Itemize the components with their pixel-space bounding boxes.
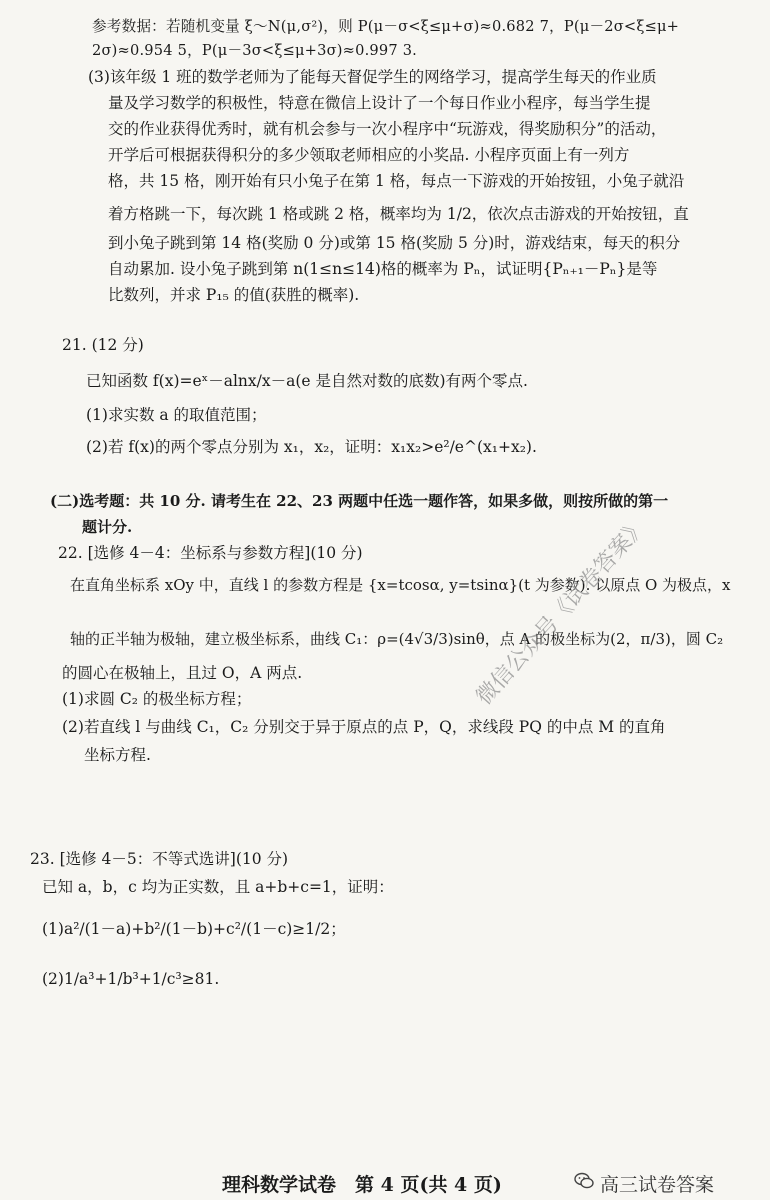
brand-text: 高三试卷答案 <box>600 1174 715 1196</box>
q20-part3-line: 到小兔子跳到第 14 格(奖励 0 分)或第 15 格(奖励 5 分)时，游戏结束，每天的积分 <box>108 234 681 252</box>
q21-heading: 21. (12 分) <box>62 336 144 354</box>
section-elective-line: (二)选考题：共 10 分. 请考生在 22、23 两题中任选一题作答，如果多做，则按所做的第一 <box>50 492 669 510</box>
q23-line: (1)a²/(1－a)+b²/(1－b)+c²/(1－c)≥1/2； <box>42 920 346 938</box>
q20-part3-line: 交的作业获得优秀时，就有机会参与一次小程序中“玩游戏，得奖励积分”的活动， <box>108 120 667 138</box>
q20-part3-line: 量及学习数学的积极性，特意在微信上设计了一个每日作业小程序，每当学生提 <box>108 94 651 112</box>
q20-part3-line: 格，共 15 格，刚开始有只小兔子在第 1 格，每点一下游戏的开始按钮，小兔子就沿 <box>108 172 685 190</box>
wechat-icon <box>574 1172 594 1190</box>
q22-heading: 22. [选修 4－4：坐标系与参数方程](10 分) <box>58 544 363 562</box>
section-elective-line: 题计分. <box>82 518 133 536</box>
q20-part3-line: 开学后可根据获得积分的多少领取老师相应的小奖品. 小程序页面上有一列方 <box>108 146 630 164</box>
q20-part3-line: 着方格跳一下，每次跳 1 格或跳 2 格，概率均为 1/2，依次点击游戏的开始按钮，直 <box>108 205 689 223</box>
q20-reference-line-2: 2σ)≈0.954 5，P(μ－3σ<ξ≤μ+3σ)≈0.997 3. <box>92 42 418 59</box>
q20-part3-line: 比数列，并求 P₁₅ 的值(获胜的概率). <box>108 286 360 304</box>
q21-line: 已知函数 f(x)=eˣ－alnx/x－a(e 是自然对数的底数)有两个零点. <box>86 372 528 390</box>
q20-part3-line: 自动累加. 设小兔子跳到第 n(1≤n≤14)格的概率为 Pₙ，试证明{Pₙ₊₁－Pₙ}是等 <box>108 260 658 278</box>
q22-line: 坐标方程. <box>84 746 151 764</box>
q23-heading: 23. [选修 4－5：不等式选讲](10 分) <box>30 850 289 868</box>
q23-line: 已知 a，b，c 均为正实数，且 a+b+c=1，证明： <box>42 878 394 896</box>
page-footer: 理科数学试卷 第 4 页(共 4 页) <box>222 1174 502 1196</box>
q21-line: (1)求实数 a 的取值范围； <box>86 406 267 424</box>
q23-line: (2)1/a³+1/b³+1/c³≥81. <box>42 970 220 988</box>
q21-line: (2)若 f(x)的两个零点分别为 x₁，x₂，证明：x₁x₂>e²/e^(x₁+x₂). <box>86 438 537 456</box>
q20-reference-line-1: 参考数据：若随机变量 ξ～N(μ,σ²)，则 P(μ－σ<ξ≤μ+σ)≈0.682 7，P(μ－2σ<ξ≤μ+ <box>92 18 680 35</box>
q20-part3-line: (3)该年级 1 班的数学老师为了能每天督促学生的网络学习，提高学生每天的作业质 <box>88 68 657 86</box>
q22-line: (1)求圆 C₂ 的极坐标方程； <box>62 690 252 708</box>
q22-line: 轴的正半轴为极轴，建立极坐标系，曲线 C₁：ρ=(4√3/3)sinθ，点 A 的极坐标为(2，π/3)，圆 C₂ <box>70 630 724 648</box>
watermark: 微信公众号《试卷答案》 <box>471 513 653 711</box>
q22-line: 的圆心在极轴上，且过 O，A 两点. <box>62 664 303 682</box>
q22-line: 在直角坐标系 xOy 中，直线 l 的参数方程是 {x=tcosα, y=tsinα}(t 为参数). 以原点 O 为极点，x <box>70 576 731 594</box>
q22-line: (2)若直线 l 与曲线 C₁，C₂ 分别交于异于原点的点 P，Q，求线段 PQ 的中点 M 的直角 <box>62 718 666 736</box>
